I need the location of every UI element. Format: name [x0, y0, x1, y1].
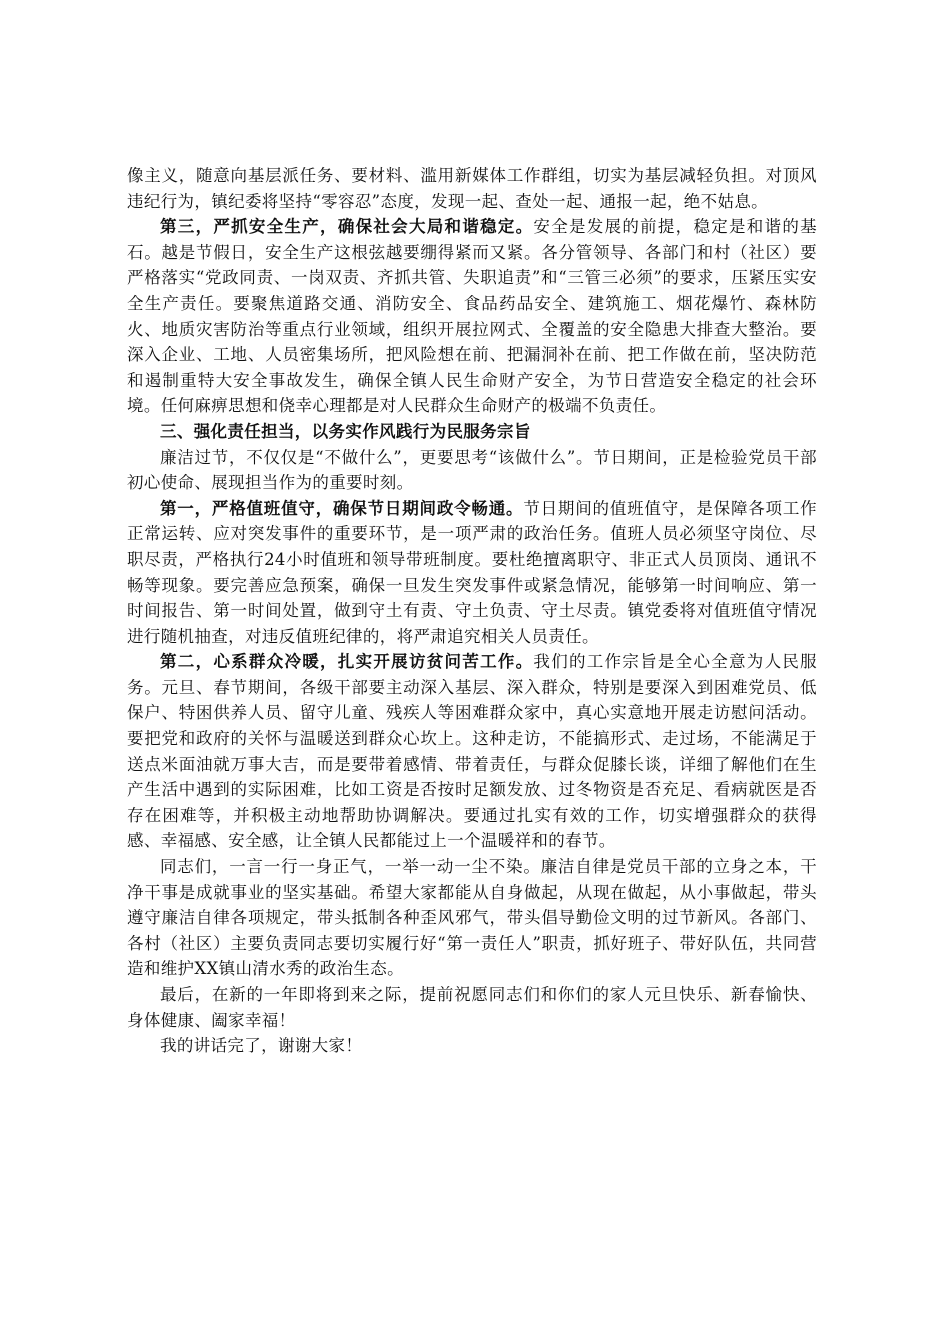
paragraph-closing-call: 同志们，一言一行一身正气，一举一动一尘不染。廉洁自律是党员干部的立身之本，干净干事是成就事业的坚实基础。希望大家都能从自身做起，从现在做起，从小事做起，带头遵守廉洁自律各项规定，带头抵制各种歪风邪气，带头倡导勤俭文明的过节新风。各部门、各村（社区）主要负责同志要切实履行好“第一责任人”职责，抓好班子、带好队伍，共同营造和维护XX镇山清水秀的政治生态。 [127, 857, 817, 979]
paragraph-lead: 第一，严格值班值守，确保节日期间政令畅通。 [160, 498, 524, 518]
paragraph-intro-3: 廉洁过节，不仅仅是“不做什么”，更要思考“该做什么”。节日期间，正是检验党员干部初心使命、展现担当作为的重要时刻。 [127, 447, 817, 493]
paragraph-duty-shift [127, 496, 817, 650]
paragraph-body: 节日期间的值班值守，是保障各项工作正常运转、应对突发事件的重要环节，是一项严肃的政治任务。值班人员必须坚守岗位、尽职尽责，严格执行24小时值班和领导带班制度。要杜绝擅离职守、非正式人员顶岗、通讯不畅等现象。要完善应急预案，确保一旦发生突发事件或紧急情况，能够第一时间响应、第一时间报告、第一时间处置，做到守土有责、守土负责、守土尽责。镇党委将对值班值守情况进行随机抽查，对违反值班纪律的，将严肃追究相关人员责任。 [127, 498, 817, 646]
section-heading-3: 三、强化责任担当，以务实作风践行为民服务宗旨 [160, 421, 531, 441]
paragraph-lead: 第三，严抓安全生产，确保社会大局和谐稳定。 [160, 217, 534, 237]
paragraph-body: 安全是发展的前提，稳定是和谐的基石。越是节假日，安全生产这根弦越要绷得紧而又紧。各分管领导、各部门和村（社区）要严格落实“党政同责、一岗双责、齐抓共管、失职追责”和“三管三必须”的要求，压紧压实安全生产责任。要聚焦道路交通、消防安全、食品药品安全、建筑施工、烟花爆竹、森林防火、地质灾害防治等重点行业领域，组织开展拉网式、全覆盖的安全隐患大排查大整治。要深入企业、工地、人员密集场所，把风险想在前、把漏洞补在前、把工作做在前，坚决防范和遏制重特大安全事故发生，确保全镇人民生命财产安全，为节日营造安全稳定的社会环境。任何麻痹思想和侥幸心理都是对人民群众生命财产的极端不负责任。 [127, 217, 817, 416]
paragraph-continuation: 像主义，随意向基层派任务、要材料、滥用新媒体工作群组，切实为基层减轻负担。对顶风违纪行为，镇纪委将坚持“零容忍”态度，发现一起、查处一起、通报一起，绝不姑息。 [127, 166, 817, 211]
paragraph-lead: 第二，心系群众冷暖，扎实开展访贫问苦工作。 [160, 652, 534, 672]
paragraph-body: 我们的工作宗旨是全心全意为人民服务。元旦、春节期间，各级干部要主动深入基层、深入群众，特别是要深入到困难党员、低保户、特困供养人员、留守儿童、残疾人等困难群众家中，真心实意地开展走访慰问活动。要把党和政府的关怀与温暖送到群众心坎上。这种走访，不能搞形式、走过场，不能满足于送点米面油就万事大吉，而是要带着感情、带着责任，与群众促膝长谈，详细了解他们在生产生活中遇到的实际困难，比如工资是否按时足额发放、过冬物资是否充足、看病就医是否存在困难等，并积极主动地帮助协调解决。要通过扎实有效的工作，切实增强群众的获得感、幸福感、安全感，让全镇人民都能过上一个温暖祥和的春节。 [127, 652, 817, 851]
document-page [127, 163, 817, 1059]
paragraph-ending: 我的讲话完了，谢谢大家！ [160, 1036, 363, 1056]
paragraph-safety-production [127, 214, 817, 419]
paragraph-wishes: 最后，在新的一年即将到来之际，提前祝愿同志们和你们的家人元旦快乐、新春愉快、身体健康、阖家幸福！ [127, 985, 817, 1030]
paragraph-visit-needy [127, 649, 817, 854]
